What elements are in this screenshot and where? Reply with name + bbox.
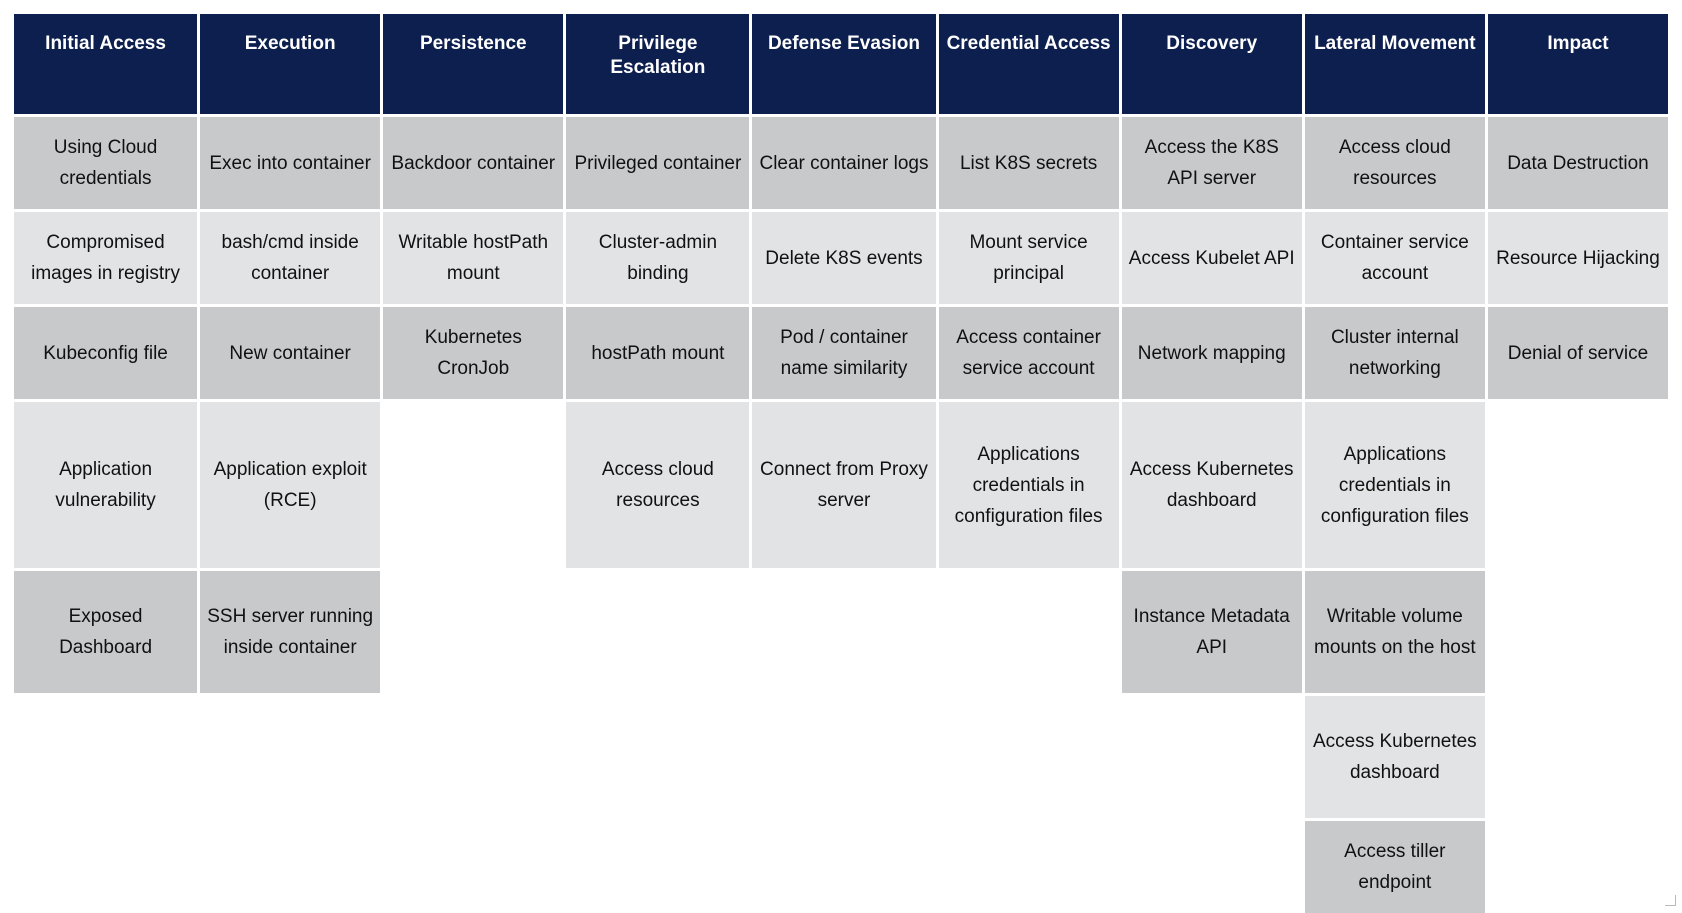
matrix-cell[interactable]: Access the K8S API server <box>1122 117 1302 209</box>
matrix-column <box>1488 14 1668 913</box>
matrix-cell[interactable]: Privileged container <box>566 117 749 209</box>
matrix-cell-empty <box>383 571 563 693</box>
matrix-cell[interactable]: SSH server running inside container <box>200 571 380 693</box>
matrix-cell[interactable]: Writable hostPath mount <box>383 212 563 304</box>
column-header[interactable]: Privilege Escalation <box>566 14 749 114</box>
matrix-cell-empty <box>1488 821 1668 913</box>
matrix-cell[interactable]: hostPath mount <box>566 307 749 399</box>
matrix-cell[interactable]: Resource Hijacking <box>1488 212 1668 304</box>
matrix-cell[interactable]: Network mapping <box>1122 307 1302 399</box>
matrix-cell-empty <box>752 696 935 818</box>
matrix-column <box>566 14 749 913</box>
matrix-column <box>939 14 1119 913</box>
matrix-cell-empty <box>1122 821 1302 913</box>
matrix-cell[interactable]: Access cloud resources <box>566 402 749 568</box>
matrix-cell-empty <box>939 821 1119 913</box>
matrix-cell-empty <box>752 821 935 913</box>
matrix-cell[interactable]: Kubernetes CronJob <box>383 307 563 399</box>
matrix-cell[interactable]: Container service account <box>1305 212 1485 304</box>
column-header[interactable]: Execution <box>200 14 380 114</box>
matrix-cell[interactable]: Denial of service <box>1488 307 1668 399</box>
matrix-cell[interactable]: Using Cloud credentials <box>14 117 197 209</box>
matrix-cell[interactable]: New container <box>200 307 380 399</box>
matrix-cell-empty <box>383 402 563 568</box>
matrix-cell[interactable]: Backdoor container <box>383 117 563 209</box>
matrix-cell[interactable]: Pod / container name similarity <box>752 307 935 399</box>
matrix-cell-empty <box>200 696 380 818</box>
matrix-cell-empty <box>383 821 563 913</box>
matrix-cell-empty <box>939 571 1119 693</box>
column-header[interactable]: Initial Access <box>14 14 197 114</box>
matrix-cell-empty <box>1122 696 1302 818</box>
matrix-cell[interactable]: Access cloud resources <box>1305 117 1485 209</box>
matrix-column <box>752 14 935 913</box>
matrix-cell[interactable]: Kubeconfig file <box>14 307 197 399</box>
matrix-cell[interactable]: Compromised images in registry <box>14 212 197 304</box>
matrix-cell[interactable]: Access Kubernetes dashboard <box>1122 402 1302 568</box>
matrix-column <box>14 14 197 913</box>
matrix-cell[interactable]: Application exploit (RCE) <box>200 402 380 568</box>
matrix-cell[interactable]: Access tiller endpoint <box>1305 821 1485 913</box>
matrix-cell[interactable]: bash/cmd inside container <box>200 212 380 304</box>
matrix-column <box>383 14 563 913</box>
column-header[interactable]: Lateral Movement <box>1305 14 1485 114</box>
matrix-cell-empty <box>14 696 197 818</box>
page-corner-mark <box>1665 895 1676 906</box>
matrix-cell-empty <box>14 821 197 913</box>
matrix-cell-empty <box>566 821 749 913</box>
matrix-cell[interactable]: Access container service account <box>939 307 1119 399</box>
matrix-cell-empty <box>1488 571 1668 693</box>
matrix-cell-empty <box>566 571 749 693</box>
matrix-cell[interactable]: Cluster internal networking <box>1305 307 1485 399</box>
matrix-cell[interactable]: Writable volume mounts on the host <box>1305 571 1485 693</box>
matrix-cell[interactable]: Mount service principal <box>939 212 1119 304</box>
matrix-cell-empty <box>383 696 563 818</box>
matrix-cell-empty <box>1488 696 1668 818</box>
matrix-cell[interactable]: List K8S secrets <box>939 117 1119 209</box>
matrix-cell-empty <box>939 696 1119 818</box>
matrix-column <box>200 14 380 913</box>
matrix-cell[interactable]: Applications credentials in configuration files <box>1305 402 1485 568</box>
column-header[interactable]: Persistence <box>383 14 563 114</box>
matrix-cell[interactable]: Applications credentials in configuration files <box>939 402 1119 568</box>
matrix-cell[interactable]: Connect from Proxy server <box>752 402 935 568</box>
matrix-cell[interactable]: Delete K8S events <box>752 212 935 304</box>
matrix-cell[interactable]: Data Destruction <box>1488 117 1668 209</box>
column-header[interactable]: Discovery <box>1122 14 1302 114</box>
threat-matrix <box>14 14 1668 913</box>
matrix-cell[interactable]: Application vulnerability <box>14 402 197 568</box>
matrix-cell-empty <box>1488 402 1668 568</box>
matrix-cell[interactable]: Instance Metadata API <box>1122 571 1302 693</box>
column-header[interactable]: Impact <box>1488 14 1668 114</box>
matrix-cell-empty <box>200 821 380 913</box>
matrix-cell-empty <box>566 696 749 818</box>
column-header[interactable]: Credential Access <box>939 14 1119 114</box>
matrix-column <box>1122 14 1302 913</box>
matrix-cell[interactable]: Exec into container <box>200 117 380 209</box>
matrix-cell[interactable]: Exposed Dashboard <box>14 571 197 693</box>
matrix-cell[interactable]: Clear container logs <box>752 117 935 209</box>
matrix-cell[interactable]: Cluster-admin binding <box>566 212 749 304</box>
column-header[interactable]: Defense Evasion <box>752 14 935 114</box>
matrix-cell[interactable]: Access Kubelet API <box>1122 212 1302 304</box>
matrix-column <box>1305 14 1485 913</box>
matrix-cell[interactable]: Access Kubernetes dashboard <box>1305 696 1485 818</box>
matrix-cell-empty <box>752 571 935 693</box>
